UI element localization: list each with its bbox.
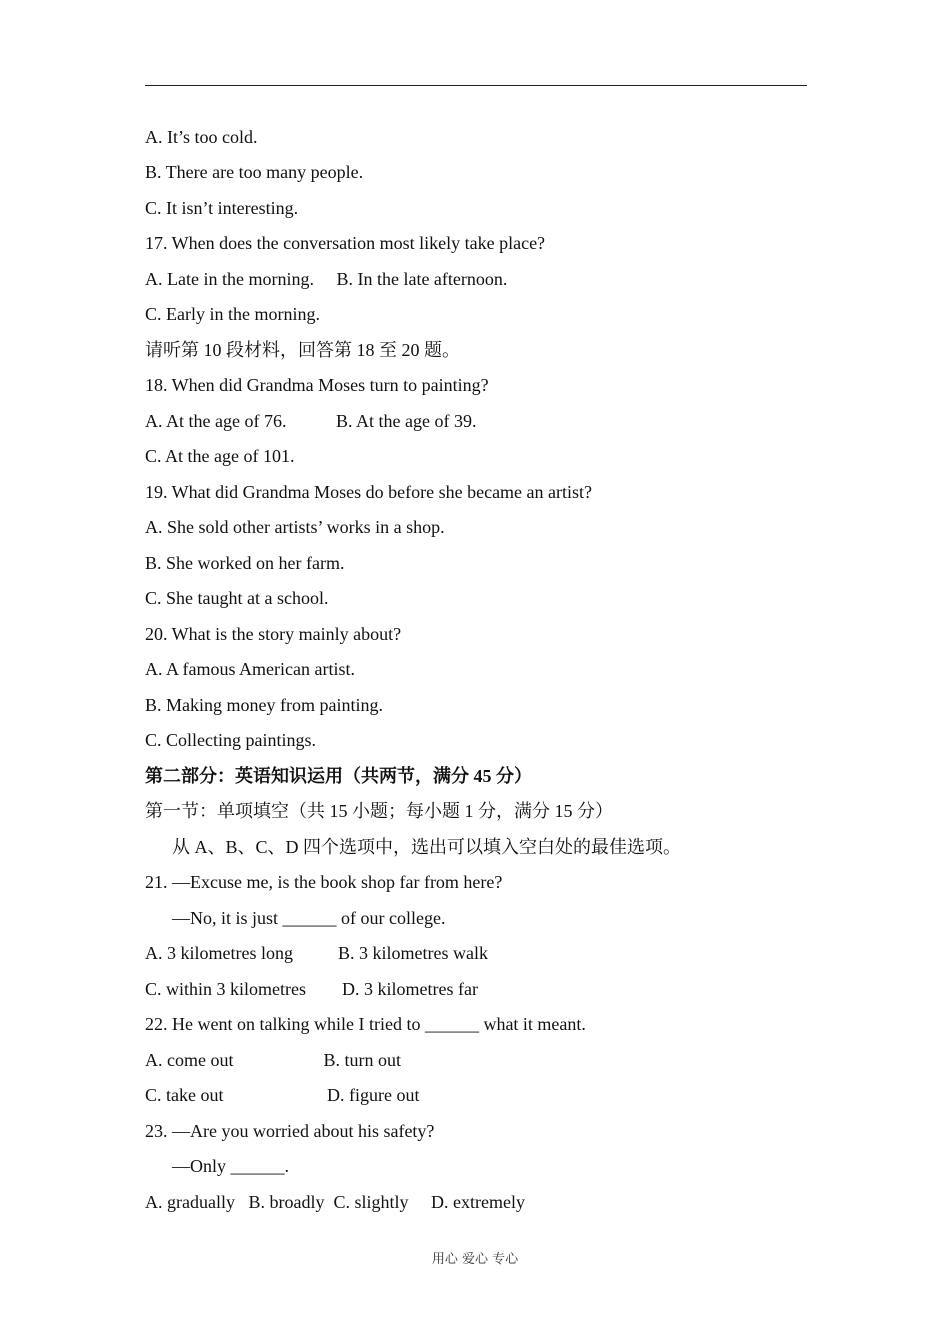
options-22cd: C. take out D. figure out	[145, 1085, 420, 1105]
question-21: 21. —Excuse me, is the book shop far from here?	[145, 872, 503, 892]
question-18: 18. When did Grandma Moses turn to painting?	[145, 375, 489, 395]
options-22ab: A. come out B. turn out	[145, 1050, 401, 1070]
options-21cd: C. within 3 kilometres D. 3 kilometres far	[145, 979, 478, 999]
option-19a: A. She sold other artists’ works in a shop.	[145, 517, 445, 537]
part-two-heading: 第二部分：英语知识运用（共两节，满分 45 分）	[145, 766, 532, 786]
options-21ab: A. 3 kilometres long B. 3 kilometres walk	[145, 943, 488, 963]
option-19c: C. She taught at a school.	[145, 588, 329, 608]
question-22: 22. He went on talking while I tried to ______ what it meant.	[145, 1014, 586, 1034]
question-17: 17. When does the conversation most likely take place?	[145, 233, 546, 253]
options-18ab: A. At the age of 76. B. At the age of 39.	[145, 411, 477, 431]
option-19b: B. She worked on her farm.	[145, 553, 345, 573]
option-20a: A. A famous American artist.	[145, 659, 355, 679]
question-21-reply: —No, it is just ______ of our college.	[145, 908, 446, 928]
option-16a: A. It’s too cold.	[145, 127, 258, 147]
option-20b: B. Making money from painting.	[145, 695, 383, 715]
question-23: 23. —Are you worried about his safety?	[145, 1121, 435, 1141]
option-20c: C. Collecting paintings.	[145, 730, 316, 750]
options-23: A. gradually B. broadly C. slightly D. extremely	[145, 1192, 525, 1212]
page-footer: 用心 爱心 专心	[431, 1252, 519, 1267]
question-23-reply: —Only ______.	[145, 1156, 289, 1176]
option-16b: B. There are too many people.	[145, 162, 364, 182]
header-rule	[145, 85, 807, 86]
question-19: 19. What did Grandma Moses do before she became an artist?	[145, 482, 593, 502]
options-17ab: A. Late in the morning. B. In the late afternoon.	[145, 269, 508, 289]
section-one-heading: 第一节：单项填空（共 15 小题；每小题 1 分，满分 15 分）	[145, 801, 613, 821]
option-18c: C. At the age of 101.	[145, 446, 295, 466]
question-20: 20. What is the story mainly about?	[145, 624, 402, 644]
option-16c: C. It isn’t interesting.	[145, 198, 299, 218]
option-17c: C. Early in the morning.	[145, 304, 320, 324]
section-one-instruction: 从 A、B、C、D 四个选项中，选出可以填入空白处的最佳选项。	[145, 837, 682, 857]
section-instruction-10: 请听第 10 段材料，回答第 18 至 20 题。	[145, 340, 460, 360]
